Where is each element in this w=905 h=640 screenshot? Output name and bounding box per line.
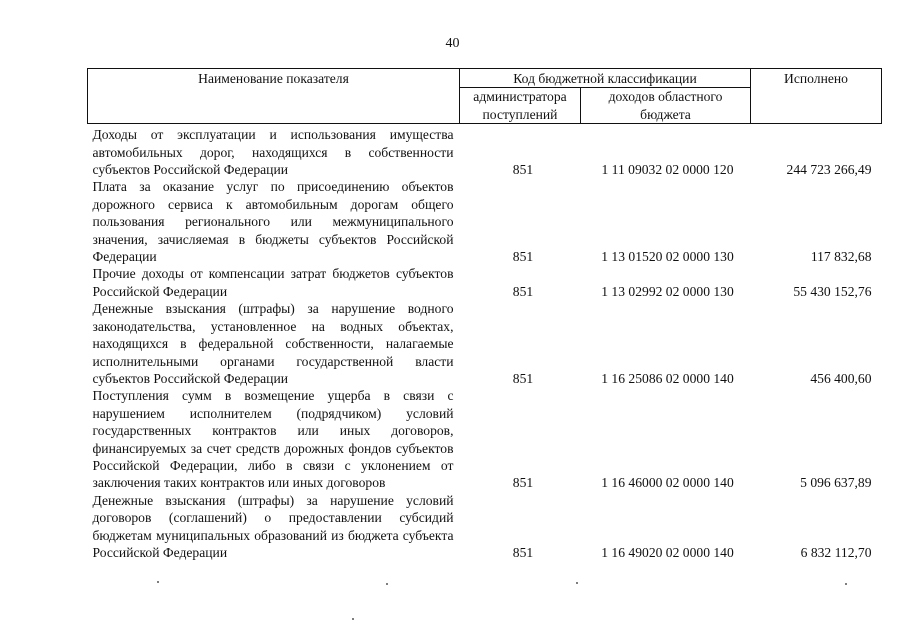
table-row [88, 387, 882, 491]
header-regional-revenue: доходов областного бюджета [581, 88, 751, 124]
row-indicator-name: Поступления сумм в возмещение ущерба в связи с нарушением исполнителем (подрядчиком) условий государственных контрактов или иных договоров, финансируемых за счет средств дорожных фондов субъектов Российской Федерации, либо в связи с уклонением от заключения таких контрактов или иных договоров [92, 388, 454, 491]
row-classification-code: 1 16 49020 02 0000 140 [601, 544, 734, 560]
row-classification-code: 1 11 09032 02 0000 120 [601, 162, 734, 178]
table-row [88, 300, 882, 387]
row-administrator-code: 851 [512, 370, 534, 386]
table-row [88, 265, 882, 300]
scan-speck [386, 583, 388, 585]
header-administrator: администратора поступлений [460, 88, 581, 124]
row-executed-amount: 55 430 152,76 [793, 283, 872, 299]
row-indicator-name: Доходы от эксплуатации и использования имущества автомобильных дорог, находящихся в собственности субъектов Российской Федерации [92, 127, 454, 178]
row-executed-amount: 244 723 266,49 [786, 162, 872, 178]
table-row [88, 178, 882, 265]
row-indicator-name: Плата за оказание услуг по присоединению объектов дорожного сервиса к автомобильным дорогам общего пользования регионального или межмуниципального значения, зачисляемая в бюджеты субъектов Российской Федерации [92, 179, 454, 265]
table-row [88, 124, 882, 179]
row-executed-amount: 117 832,68 [810, 249, 872, 265]
scan-speck [845, 583, 847, 585]
header-executed: Исполнено [751, 69, 882, 124]
row-executed-amount: 456 400,60 [810, 370, 872, 386]
budget-revenue-table [87, 68, 882, 561]
table-body [88, 124, 882, 562]
row-indicator-name: Денежные взыскания (штрафы) за нарушение водного законодательства, установленное на водных объектах, находящихся в федеральной собственности, налагаемые исполнительными органами государственной власти субъектов Российской Федерации [92, 301, 454, 386]
row-administrator-code: 851 [512, 249, 534, 265]
scan-speck [576, 582, 578, 584]
table-row [88, 492, 882, 562]
header-indicator-name: Наименование показателя [88, 69, 460, 124]
scan-speck [352, 618, 354, 620]
row-classification-code: 1 16 46000 02 0000 140 [601, 475, 734, 491]
page-number: 40 [445, 36, 460, 51]
row-administrator-code: 851 [512, 283, 534, 299]
row-indicator-name: Денежные взыскания (штрафы) за нарушение условий договоров (соглашений) о предоставлении субсидий бюджетам муниципальных образований из бюджета субъекта Российской Федерации [92, 492, 454, 560]
row-classification-code: 1 13 02992 02 0000 130 [601, 283, 734, 299]
row-indicator-name: Прочие доходы от компенсации затрат бюджетов субъектов Российской Федерации [92, 266, 454, 299]
row-executed-amount: 5 096 637,89 [800, 475, 872, 491]
row-classification-code: 1 16 25086 02 0000 140 [601, 370, 734, 386]
row-administrator-code: 851 [512, 162, 534, 178]
row-administrator-code: 851 [512, 544, 534, 560]
row-classification-code: 1 13 01520 02 0000 130 [601, 249, 734, 265]
row-administrator-code: 851 [512, 475, 534, 491]
table-header [88, 69, 882, 124]
header-row-top [88, 69, 882, 88]
scan-speck [157, 581, 159, 583]
row-executed-amount: 6 832 112,70 [800, 544, 872, 560]
header-budget-classification-code: Код бюджетной классификации [460, 69, 751, 88]
